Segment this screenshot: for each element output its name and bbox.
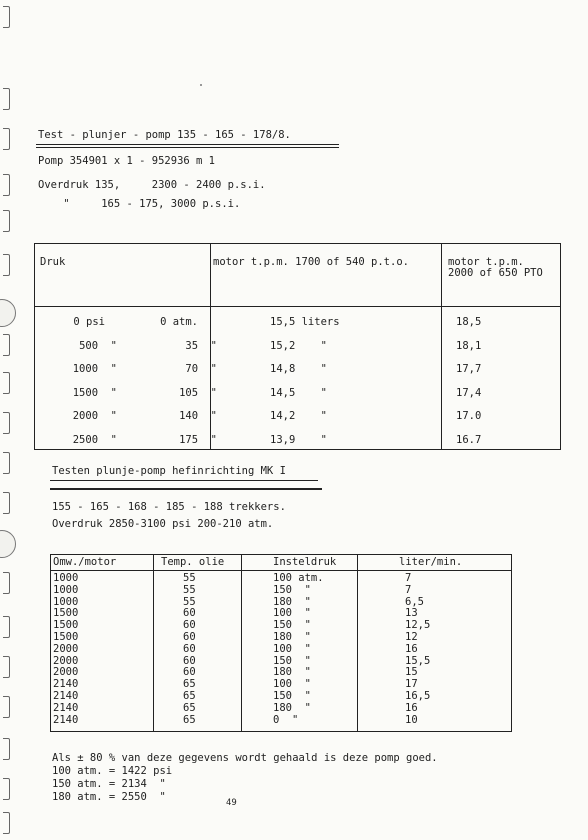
cell-psi: 1000 " [72,363,117,375]
header-liter-min: liter/min. [399,556,463,568]
cell-flow-1700: 14,5 " [270,387,327,399]
cell-flow-2000: 17,7 [456,363,482,375]
section2-title: Testen plunje-pomp hefinrichting MK I [52,465,286,477]
cell-atm: 0 atm. [160,316,198,328]
cell-liter-min: 16 [405,701,418,714]
cell-flow-1700: 13,9 " [270,434,327,446]
cell-insteldruk: 0 " [273,713,299,726]
cell-omw-motor: 2140 [53,690,79,702]
cell-omw-motor: 2000 [53,654,79,667]
binder-ring [3,738,10,760]
cell-flow-1700: 14,2 " [270,410,327,422]
binder-ring [3,492,10,514]
cell-atm: 105 " [179,387,217,399]
cell-temp-olie: 60 [183,642,196,655]
cell-omw-motor: 1500 [53,631,79,643]
cell-flow-1700: 15,2 " [270,340,327,352]
header-motor-2000: motor t.p.m. [448,256,524,268]
cell-atm: 140 " [179,410,217,422]
binder-ring [3,778,10,800]
cell-omw-motor: 1000 [53,572,79,584]
tractor-models: 155 - 165 - 168 - 185 - 188 trekkers. [52,501,286,513]
cell-liter-min: 12 [405,631,418,643]
cell-liter-min: 16 [405,642,418,655]
cell-liter-min: 6,5 [405,595,424,608]
binder-ring [3,128,10,150]
cell-insteldruk: 180 " [273,666,311,679]
cell-insteldruk: 100 atm. [273,572,324,584]
header-druk: Druk [40,256,66,268]
pump-numbers: Pomp 354901 x 1 - 952936 m 1 [38,155,216,167]
cell-liter-min: 13 [405,607,418,620]
cell-flow-1700: 15,5 liters [270,316,340,328]
cell-insteldruk: 100 " [273,678,311,691]
cell-insteldruk: 150 " [273,690,311,702]
binder-ring [3,412,10,434]
cell-omw-motor: 2000 [53,666,79,679]
cell-psi: 2000 " [72,410,117,422]
cell-liter-min: 15 [405,666,418,679]
cell-insteldruk: 100 " [273,607,311,620]
cell-flow-2000: 17.0 [456,410,482,422]
cell-temp-olie: 60 [183,654,196,667]
conversion-line: 180 atm. = 2550 " [52,791,166,803]
binder-ring [3,812,10,834]
cell-psi: 500 " [79,340,117,352]
conversion-line: 150 atm. = 2134 " [52,778,166,790]
cell-atm: 35 " [185,340,217,352]
overdruk-line-2: " 165 - 175, 3000 p.s.i. [38,198,241,210]
binder-ring [3,656,10,678]
cell-temp-olie: 65 [183,678,196,691]
cell-insteldruk: 150 " [273,619,311,632]
header-motor-2000-line2: 2000 of 650 PTO [448,267,543,279]
binder-ring [3,174,10,196]
cell-psi: 2500 " [72,434,117,446]
cell-liter-min: 12,5 [405,619,431,632]
cell-flow-2000: 18,1 [456,340,482,352]
cell-liter-min: 17 [405,678,418,691]
cell-liter-min: 15,5 [405,654,431,667]
cell-temp-olie: 60 [183,631,196,643]
title-underline [36,147,339,148]
cell-temp-olie: 55 [183,595,196,608]
cell-atm: 70 " [185,363,217,375]
title-rule [50,488,322,490]
cell-flow-2000: 16.7 [456,434,482,446]
cell-omw-motor: 2140 [53,678,79,691]
header-temp-olie: Temp. olie [161,556,225,568]
conclusion-line: Als ± 80 % van deze gegevens wordt gehaald is deze pomp goed. [52,752,438,764]
punch-hole [0,530,16,558]
setting-flow-table [50,554,512,732]
cell-psi: 1500 " [72,387,117,399]
cell-insteldruk: 100 " [273,642,311,655]
cell-omw-motor: 2140 [53,701,79,714]
cell-omw-motor: 2140 [53,713,79,726]
binder-margin [0,0,20,840]
cell-temp-olie: 60 [183,619,196,632]
header-insteldruk: Insteldruk [273,556,337,568]
binder-ring [3,6,10,28]
cell-temp-olie: 65 [183,690,196,702]
page-number: 49 [226,798,237,808]
cell-omw-motor: 1000 [53,583,79,596]
binder-ring [3,372,10,394]
cell-temp-olie: 65 [183,701,196,714]
cell-temp-olie: 60 [183,666,196,679]
title-underline [36,144,339,145]
cell-temp-olie: 60 [183,607,196,620]
binder-ring [3,696,10,718]
binder-ring [3,572,10,594]
overdruk-line: Overdruk 2850-3100 psi 200-210 atm. [52,518,274,530]
punch-hole [0,299,16,327]
cell-temp-olie: 65 [183,713,196,726]
cell-psi: 0 psi [73,316,105,328]
cell-omw-motor: 2000 [53,642,79,655]
cell-omw-motor: 1500 [53,607,79,620]
cell-temp-olie: 55 [183,572,196,584]
cell-omw-motor: 1000 [53,595,79,608]
section1-title: Test - plunjer - pomp 135 - 165 - 178/8. [38,129,291,141]
pressure-flow-table [34,243,561,450]
cell-insteldruk: 180 " [273,701,311,714]
binder-ring [3,210,10,232]
binder-ring [3,254,10,276]
cell-atm: 175 " [179,434,217,446]
conversion-line: 100 atm. = 1422 psi [52,765,173,777]
cell-flow-2000: 17,4 [456,387,482,399]
cell-liter-min: 7 [405,572,412,584]
speck [200,84,202,86]
cell-liter-min: 16,5 [405,690,431,702]
cell-omw-motor: 1500 [53,619,79,632]
cell-insteldruk: 180 " [273,631,311,643]
binder-ring [3,88,10,110]
binder-ring [3,334,10,356]
binder-ring [3,616,10,638]
cell-liter-min: 10 [405,713,418,726]
cell-liter-min: 7 [405,583,412,596]
binder-ring [3,452,10,474]
cell-temp-olie: 55 [183,583,196,596]
cell-insteldruk: 180 " [273,595,311,608]
header-omw-motor: Omw./motor [53,556,117,568]
cell-flow-2000: 18,5 [456,316,482,328]
title-underline [50,480,318,481]
overdruk-line: Overdruk 135, 2300 - 2400 p.s.i. [38,179,266,191]
cell-insteldruk: 150 " [273,654,311,667]
header-motor-1700: motor t.p.m. 1700 of 540 p.t.o. [213,256,409,268]
cell-insteldruk: 150 " [273,583,311,596]
cell-flow-1700: 14,8 " [270,363,327,375]
